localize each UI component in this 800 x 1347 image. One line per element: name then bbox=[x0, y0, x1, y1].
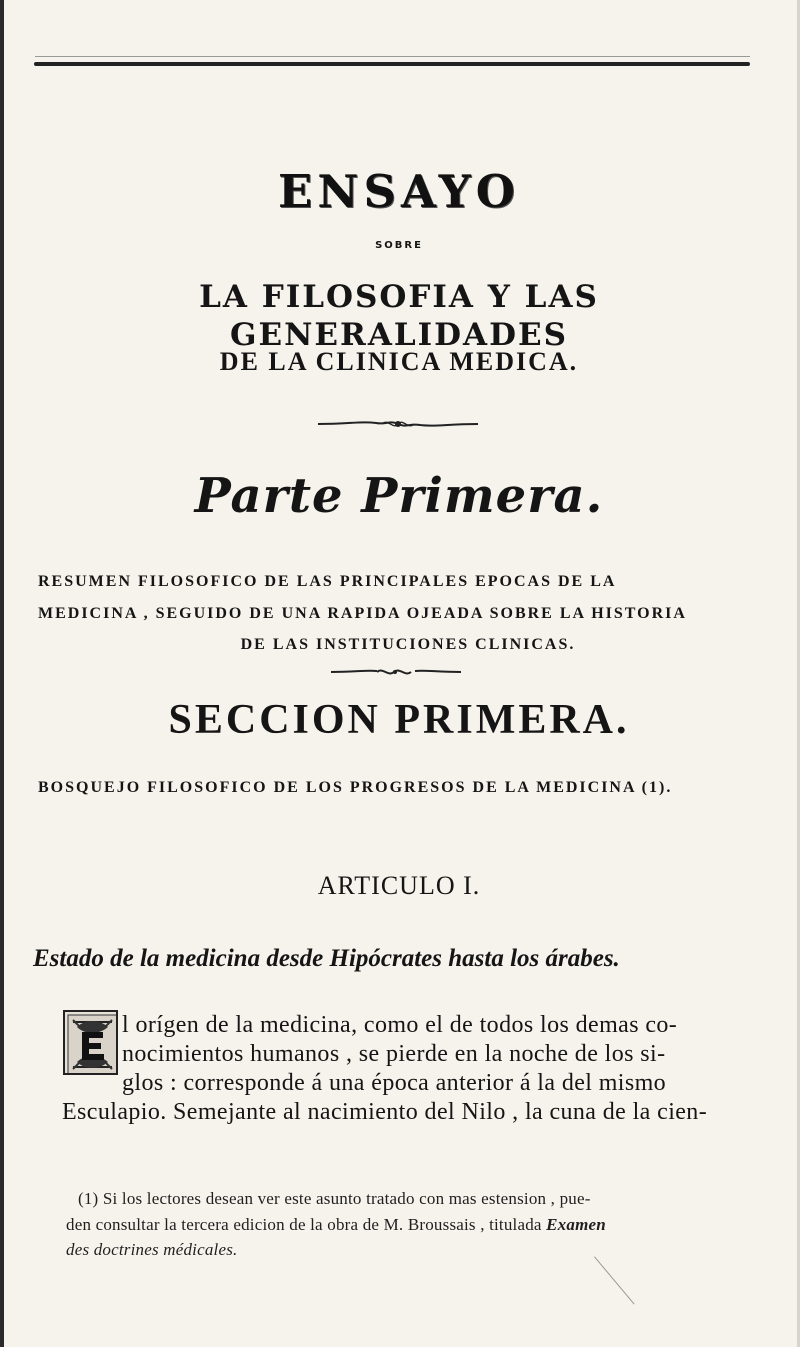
footnote-title-first-word: Examen bbox=[546, 1215, 606, 1234]
book-page bbox=[30, 0, 768, 1347]
sobre-line: SOBRE bbox=[375, 240, 423, 251]
part-title: Parte Primera. bbox=[194, 468, 604, 524]
decorative-rule-icon bbox=[318, 418, 478, 430]
article-subtitle: Estado de la medicina desde Hipócrates hasta los árabes. bbox=[33, 945, 620, 972]
footnote-line-2-text: den consultar la tercera edicion de la obra de M. Broussais , titulada bbox=[66, 1215, 547, 1234]
footnote-line-1: (1) Si los lectores desean ver este asunto tratado con mas estension , pue- bbox=[78, 1189, 591, 1208]
summary-heading bbox=[38, 566, 778, 661]
section-title: SECCION PRIMERA. bbox=[168, 697, 630, 743]
body-line-4: Esculapio. Semejante al nacimiento del Nilo , la cuna de la cien- bbox=[62, 1099, 708, 1125]
summary-line-2: MEDICINA , SEGUIDO DE UNA RAPIDA OJEADA SOBRE LA HISTORIA bbox=[38, 605, 687, 622]
article-title: ARTICULO I. bbox=[317, 871, 481, 900]
main-title: ENSAYO bbox=[278, 165, 520, 218]
summary-line-1: RESUMEN FILOSOFICO DE LAS PRINCIPALES EPOCAS DE LA bbox=[38, 573, 617, 590]
subject-line-1: LA FILOSOFIA Y LAS GENERALIDADES bbox=[199, 279, 599, 353]
section-subtitle: BOSQUEJO FILOSOFICO DE LOS PROGRESOS DE LA MEDICINA (1). bbox=[38, 779, 673, 796]
summary-line-3: DE LAS INSTITUCIONES CLINICAS. bbox=[240, 636, 576, 653]
section-divider-icon bbox=[331, 666, 461, 678]
footnote-line-2 bbox=[66, 1213, 606, 1237]
body-line-1: l orígen de la medicina, como el de todos los demas co- bbox=[122, 1012, 678, 1038]
footnote-line-3: des doctrines médicales. bbox=[66, 1240, 238, 1259]
scan-left-edge bbox=[0, 0, 4, 1347]
drop-cap bbox=[63, 1010, 118, 1075]
body-line-3: glos : corresponde á una época anterior á la del mismo bbox=[122, 1070, 667, 1096]
subject-line-2: DE LA CLINICA MEDICA. bbox=[219, 347, 579, 376]
body-line-2: nocimientos humanos , se pierde en la noche de los si- bbox=[122, 1041, 666, 1067]
scan-mark-icon bbox=[594, 1256, 635, 1304]
ornamental-letter-icon bbox=[65, 1012, 118, 1075]
